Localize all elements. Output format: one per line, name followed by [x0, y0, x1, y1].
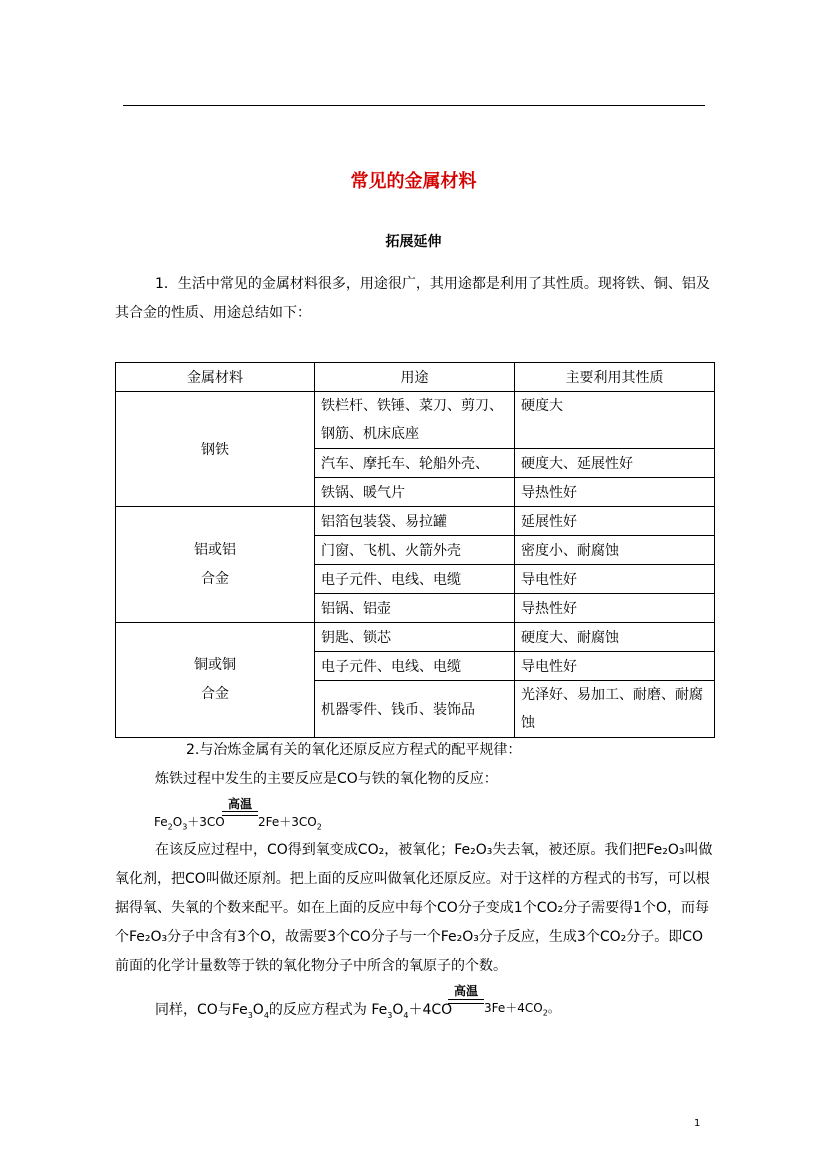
reaction-condition-2: 高温: [453, 984, 478, 998]
property-cell: 硬度大、延展性好: [515, 449, 715, 478]
table-row: [116, 623, 715, 652]
table-row: [116, 507, 715, 536]
page-number: 1: [694, 1118, 701, 1129]
material-line: 铜或铜: [194, 657, 236, 673]
use-cell: 铝锅、铝壶: [315, 594, 515, 623]
paragraph-2-line-2: 炼铁过程中发生的主要反应是CO与铁的氧化物的反应：: [155, 771, 498, 787]
reaction-equals-sign-2: [448, 999, 484, 1004]
paragraph-2-line-1: 2.与冶炼金属有关的氧化还原反应方程式的配平规律：: [186, 742, 522, 758]
equation-1-left: $Fe_2O_3+3CO$: [154, 815, 225, 832]
header-rule: [123, 105, 705, 106]
section-subtitle: 拓展延伸: [385, 234, 442, 250]
property-cell: 光泽好、易加工、耐磨、耐腐蚀: [515, 681, 715, 738]
property-cell: 导电性好: [515, 652, 715, 681]
use-cell: 钥匙、锁芯: [315, 623, 515, 652]
equation-2-right: $3Fe+4CO_2$。: [484, 1001, 560, 1018]
table-row: [116, 392, 715, 449]
paragraph-3: 在该反应过程中，CO得到氧变成CO₂，被氧化；Fe₂O₃失去氧，被还原。我们把Fe₂O₃叫做氧化剂，把CO叫做还原剂。把上面的反应叫做氧化还原反应。对于这样的方程式的书写，可以根据得氧、失氧的个数来配平。如在上面的反应中每个CO分子变成1个CO₂分子需要得1个O，而每个Fe₂O₃分子中含有3个O，故需要3个CO分子与一个Fe₂O₃分子反应，生成3个CO₂分子。即CO前面的化学计量数等于铁的氧化物分子中所含的氧原子的个数。: [115, 842, 713, 974]
material-line: 合金: [201, 570, 229, 587]
material-line: 铝或铝: [194, 541, 236, 558]
metal-materials-table: [115, 362, 715, 738]
paragraph-1: 1．生活中常见的金属材料很多，用途很广，其用途都是利用了其性质。现将铁、铜、铝及其合金的性质、用途总结如下：: [115, 276, 710, 321]
page-title: 常见的金属材料: [350, 171, 477, 192]
property-cell: 密度小、耐腐蚀: [515, 536, 715, 565]
header-use: 用途: [315, 363, 515, 392]
property-cell: 导热性好: [515, 478, 715, 507]
reaction-condition: 高温: [227, 797, 252, 811]
use-cell: 铝箔包装袋、易拉罐: [315, 507, 515, 536]
material-aluminium: [116, 507, 315, 623]
use-cell: 铁栏杆、铁锤、菜刀、剪刀、钢筋、机床底座: [315, 392, 515, 449]
material-copper: [116, 623, 315, 738]
property-cell: 导电性好: [515, 565, 715, 594]
use-cell: 铁锅、暖气片: [315, 478, 515, 507]
use-cell: 电子元件、电线、电缆: [315, 652, 515, 681]
header-property: 主要利用其性质: [515, 363, 715, 392]
reaction-equals-sign: [222, 811, 258, 816]
property-cell: 硬度大、耐腐蚀: [515, 623, 715, 652]
header-material: 金属材料: [116, 363, 315, 392]
material-line: 合金: [201, 686, 229, 702]
use-cell: 门窗、飞机、火箭外壳: [315, 536, 515, 565]
paragraph-4: 同样，CO与$Fe_3O_4$的反应方程式为 $Fe_3O_4+4CO$: [155, 1002, 453, 1020]
property-cell: 硬度大: [515, 392, 715, 449]
property-cell: 延展性好: [515, 507, 715, 536]
use-cell: 机器零件、钱币、装饰品: [315, 681, 515, 738]
use-cell: 电子元件、电线、电缆: [315, 565, 515, 594]
equation-1-right: $2Fe+3CO_2$: [258, 815, 322, 832]
material-steel: 钢铁: [116, 392, 315, 507]
use-cell: 汽车、摩托车、轮船外壳、: [315, 449, 515, 478]
table-header-row: [116, 363, 715, 392]
property-cell: 导热性好: [515, 594, 715, 623]
